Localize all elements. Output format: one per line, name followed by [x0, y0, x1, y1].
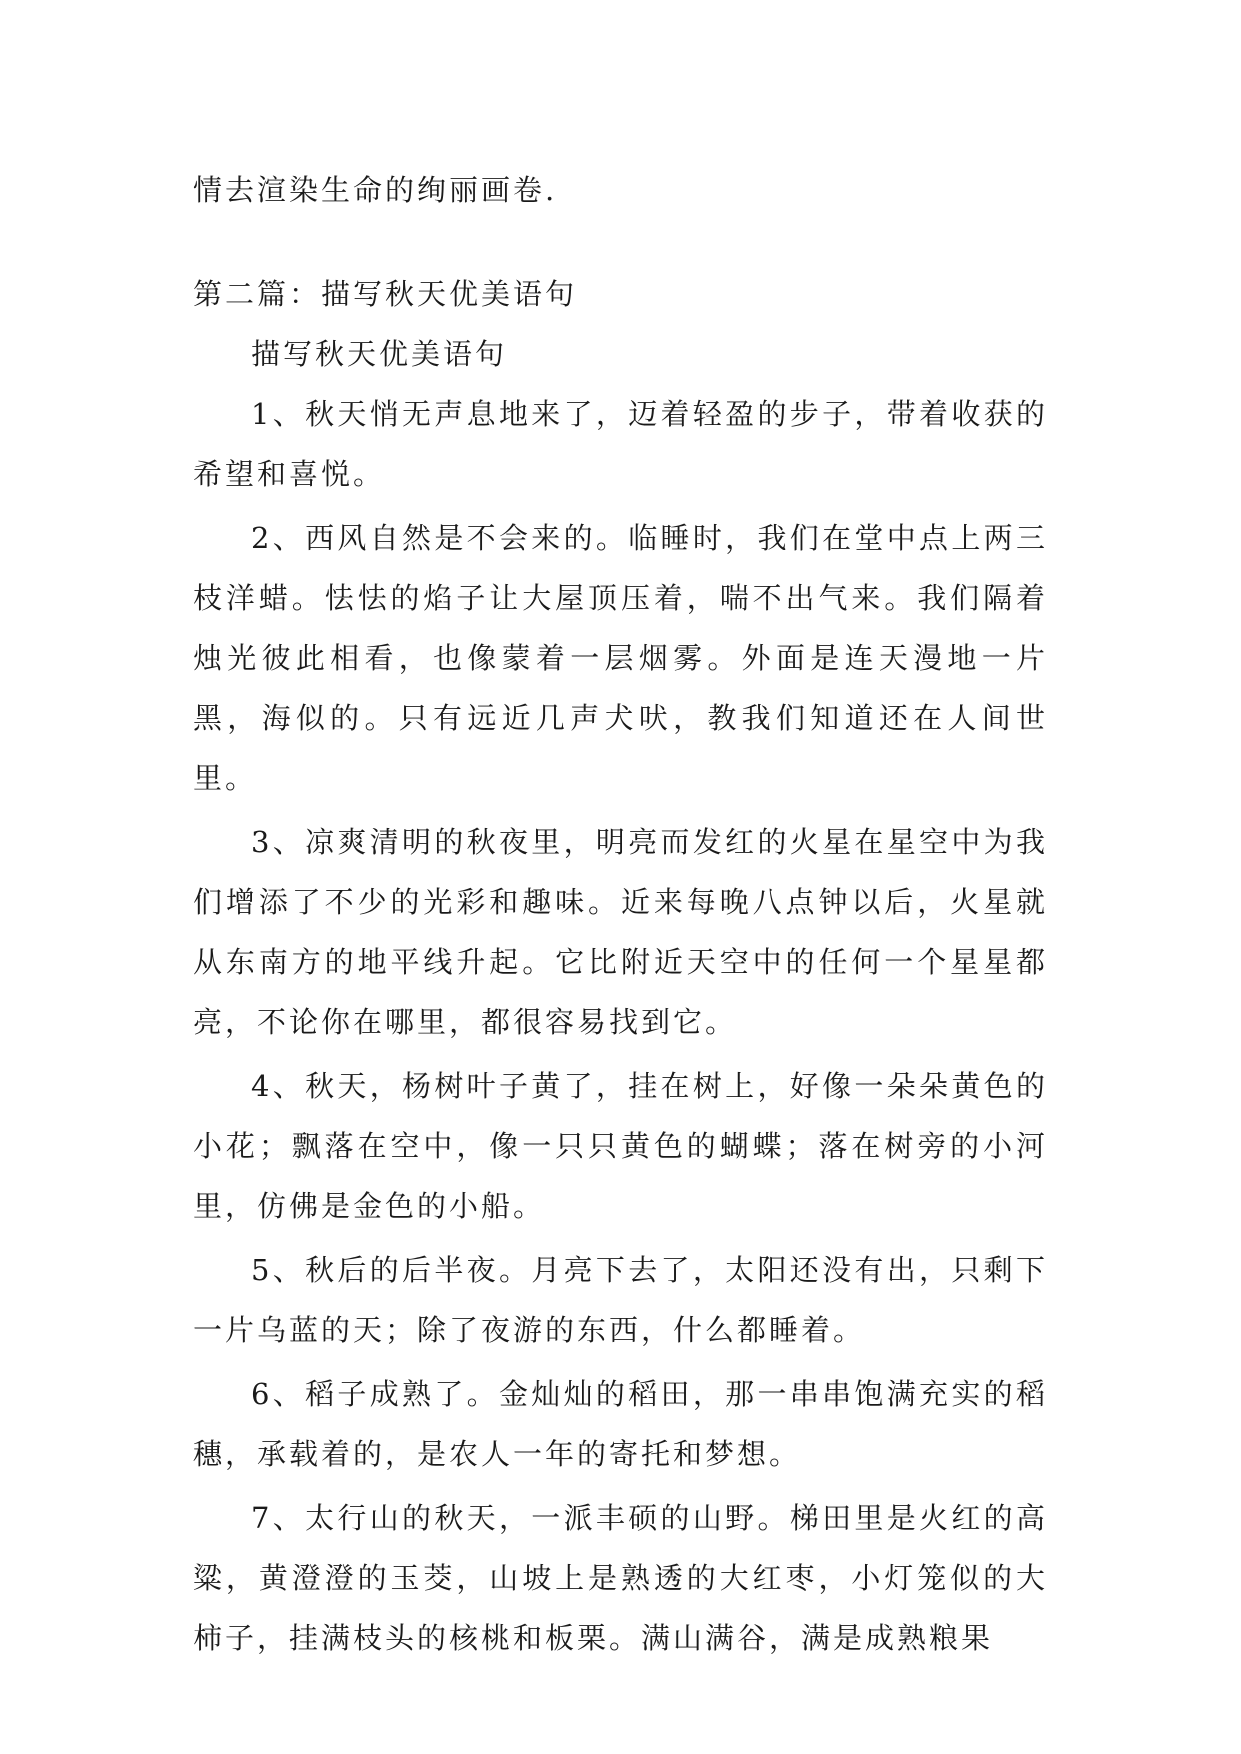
list-item: 6、稻子成熟了。金灿灿的稻田，那一串串饱满充实的稻穗，承载着的，是农人一年的寄托和梦想。 [193, 1377, 1048, 1471]
section-heading: 第二篇：描写秋天优美语句 [193, 277, 578, 311]
list-item: 5、秋后的后半夜。月亮下去了，太阳还没有出，只剩下一片乌蓝的天；除了夜游的东西，什么都睡着。 [193, 1253, 1048, 1347]
document-body [193, 160, 1048, 1672]
list-item: 7、太行山的秋天，一派丰硕的山野。梯田里是火红的高粱，黄澄澄的玉茭，山坡上是熟透的大红枣，小灯笼似的大柿子，挂满枝头的核桃和板栗。满山满谷，满是成熟粮果 [193, 1501, 1048, 1655]
section-subtitle: 描写秋天优美语句 [251, 337, 508, 371]
list-item: 3、凉爽清明的秋夜里，明亮而发红的火星在星空中为我们增添了不少的光彩和趣味。近来每晚八点钟以后，火星就从东南方的地平线升起。它比附近天空中的任何一个星星都亮，不论你在哪里，都很容易找到它。 [193, 825, 1048, 1039]
list-item: 4、秋天，杨树叶子黄了，挂在树上，好像一朵朵黄色的小花；飘落在空中，像一只只黄色的蝴蝶；落在树旁的小河里，仿佛是金色的小船。 [193, 1069, 1048, 1223]
list-item: 2、西风自然是不会来的。临睡时，我们在堂中点上两三枝洋蜡。怯怯的焰子让大屋顶压着，喘不出气来。我们隔着烛光彼此相看，也像蒙着一层烟雾。外面是连天漫地一片黑，海似的。只有远近几声犬吠，教我们知道还在人间世里。 [193, 521, 1048, 795]
continued-paragraph: 情去渲染生命的绚丽画卷. [193, 173, 558, 207]
list-item: 1、秋天悄无声息地来了，迈着轻盈的步子，带着收获的希望和喜悦。 [193, 397, 1048, 491]
